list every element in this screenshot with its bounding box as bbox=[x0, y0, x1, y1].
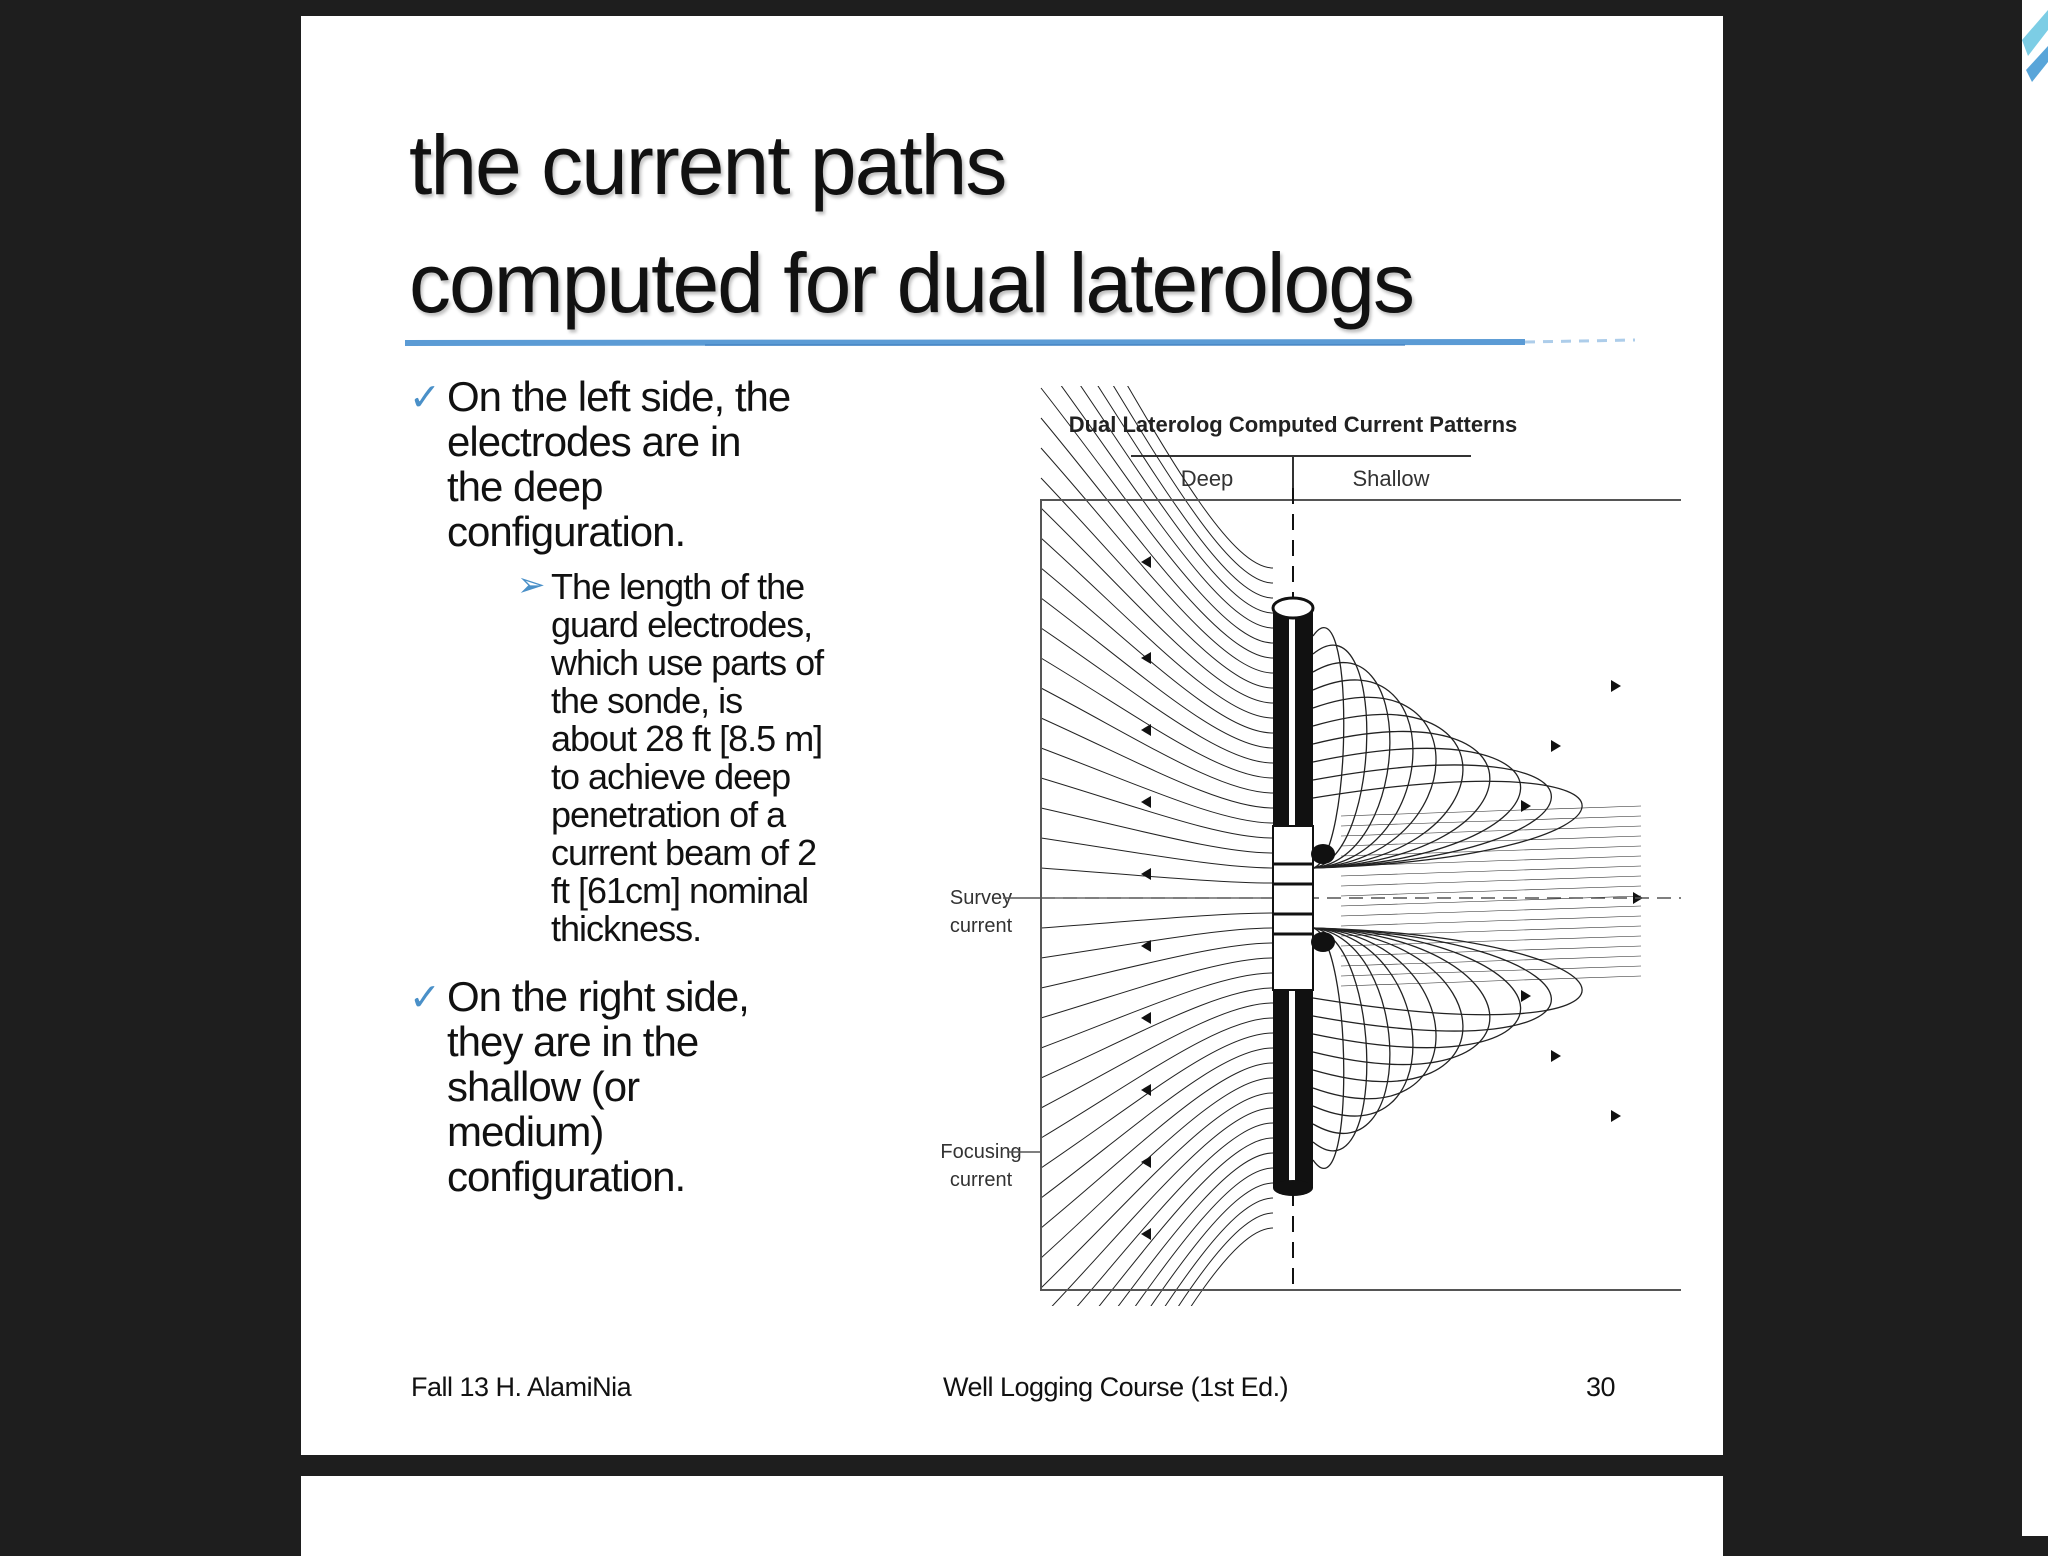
current-path-line bbox=[1041, 1168, 1273, 1306]
current-arrow bbox=[1141, 1012, 1151, 1024]
footer-author: Fall 13 H. AlamiNia bbox=[411, 1372, 632, 1402]
checkmark-icon: ✓ bbox=[409, 377, 440, 419]
current-path-line bbox=[1341, 836, 1641, 846]
current-path-line bbox=[1313, 928, 1582, 1015]
current-path-line bbox=[1041, 928, 1273, 958]
sub-bullet-line: which use parts of bbox=[551, 642, 824, 683]
sub-bullet-line: penetration of a bbox=[551, 794, 786, 835]
title-underline bbox=[405, 334, 1635, 354]
current-path-line bbox=[1041, 1183, 1273, 1306]
current-path-line bbox=[1041, 1033, 1273, 1168]
slide-title bbox=[409, 106, 1609, 342]
current-path-line bbox=[1041, 1228, 1273, 1306]
current-path-line bbox=[1341, 976, 1641, 986]
current-path-line bbox=[1341, 806, 1641, 816]
current-path-line bbox=[1313, 928, 1463, 1082]
current-arrow bbox=[1521, 800, 1531, 812]
current-path-line bbox=[1041, 1048, 1273, 1198]
current-path-line bbox=[1041, 988, 1273, 1078]
current-path-line bbox=[1041, 598, 1273, 748]
deep-label: Deep bbox=[1180, 466, 1234, 491]
bullet-line: the deep bbox=[447, 463, 603, 510]
title-line-1: the current paths bbox=[409, 118, 1006, 212]
current-path-line bbox=[1041, 868, 1273, 883]
current-arrow bbox=[1551, 740, 1561, 752]
sub-bullet-line: ft [61cm] nominal bbox=[551, 870, 809, 911]
current-path-line bbox=[1313, 928, 1344, 1168]
current-path-line bbox=[1341, 926, 1641, 936]
focusing-current-label-2: current bbox=[949, 1169, 1013, 1191]
current-path-line bbox=[1041, 628, 1273, 763]
current-path-line bbox=[1341, 826, 1641, 836]
current-path-line bbox=[1341, 886, 1641, 896]
current-path-line bbox=[1341, 866, 1641, 876]
bullet-line: they are in the bbox=[447, 1018, 699, 1065]
current-path-line bbox=[1041, 838, 1273, 868]
footer-course: Well Logging Course (1st Ed.) bbox=[943, 1372, 1289, 1402]
current-path-line bbox=[1041, 508, 1273, 703]
current-arrow bbox=[1141, 868, 1151, 880]
current-path-line bbox=[1313, 628, 1344, 868]
current-path-line bbox=[1041, 808, 1273, 853]
current-arrow bbox=[1141, 724, 1151, 736]
current-arrow bbox=[1611, 680, 1621, 692]
current-path-line bbox=[1313, 680, 1413, 868]
figure-title: Dual Laterolog Computed Current Patterns bbox=[1068, 412, 1518, 437]
arrow-bullet-icon: ➢ bbox=[517, 566, 545, 604]
bullet-line: medium) bbox=[447, 1108, 604, 1155]
bullet-line: shallow (or bbox=[447, 1063, 640, 1110]
current-path-line bbox=[1341, 906, 1641, 916]
current-path-line bbox=[1341, 876, 1641, 886]
current-path-line bbox=[1313, 781, 1582, 868]
current-path-line bbox=[1341, 916, 1641, 926]
current-arrow bbox=[1141, 1084, 1151, 1096]
current-path-line bbox=[1313, 697, 1436, 868]
bullet-line: configuration. bbox=[447, 1153, 686, 1200]
current-path-line bbox=[1041, 448, 1273, 673]
bullet-line: On the right side, bbox=[447, 973, 749, 1020]
current-path-line bbox=[1341, 956, 1641, 966]
current-path-line bbox=[1041, 913, 1273, 928]
current-path-line bbox=[1041, 748, 1273, 823]
survey-current-label-2: current bbox=[949, 915, 1013, 937]
current-path-line bbox=[1313, 928, 1413, 1116]
current-path-line bbox=[1041, 718, 1273, 808]
current-path-line bbox=[1041, 1003, 1273, 1108]
current-pattern-figure bbox=[841, 386, 1681, 1306]
sub-bullet-line: guard electrodes, bbox=[551, 604, 813, 645]
current-path-line bbox=[1313, 714, 1463, 868]
sonde-tool bbox=[1273, 598, 1335, 1196]
current-arrow bbox=[1611, 1110, 1621, 1122]
current-path-line bbox=[1341, 816, 1641, 826]
current-path-line bbox=[1041, 943, 1273, 988]
shallow-label: Shallow bbox=[1352, 466, 1430, 491]
sub-bullet-line: about 28 ft [8.5 m] bbox=[551, 718, 823, 759]
current-path-line bbox=[1041, 418, 1273, 658]
current-path-line bbox=[1341, 846, 1641, 856]
sub-bullet-line: the sonde, is bbox=[551, 680, 743, 721]
bullet-line: On the left side, the bbox=[447, 373, 791, 420]
current-path-line bbox=[1041, 973, 1273, 1048]
focusing-current-label-1: Focusing bbox=[940, 1141, 1022, 1163]
current-arrow bbox=[1521, 990, 1531, 1002]
current-arrow bbox=[1551, 1050, 1561, 1062]
slide bbox=[301, 16, 1723, 1455]
bullet-line: electrodes are in bbox=[447, 418, 741, 465]
diagram-frame bbox=[1041, 500, 1681, 1290]
checkmark-icon: ✓ bbox=[409, 977, 440, 1019]
sub-bullet-line: current beam of 2 bbox=[551, 832, 817, 873]
sub-bullet-line: to achieve deep bbox=[551, 756, 791, 797]
title-line-2: computed for dual laterologs bbox=[409, 236, 1413, 330]
current-path-line bbox=[1041, 1153, 1273, 1306]
current-path-line bbox=[1041, 1213, 1273, 1306]
current-path-line bbox=[1041, 688, 1273, 793]
current-arrow bbox=[1141, 652, 1151, 664]
current-path-line bbox=[1041, 1093, 1273, 1288]
sub-bullet-line: The length of the bbox=[551, 566, 805, 607]
current-arrow bbox=[1141, 1156, 1151, 1168]
sub-bullet-line: thickness. bbox=[551, 908, 702, 949]
side-panel bbox=[2022, 0, 2048, 1536]
bullet-line: configuration. bbox=[447, 508, 686, 555]
current-path-lines bbox=[1041, 386, 1643, 1306]
survey-current-label-1: Survey bbox=[949, 887, 1013, 909]
page-number: 30 bbox=[1585, 1372, 1615, 1402]
corner-decoration bbox=[2022, 0, 2048, 110]
next-slide-edge bbox=[301, 1476, 1723, 1556]
current-arrow bbox=[1141, 796, 1151, 808]
